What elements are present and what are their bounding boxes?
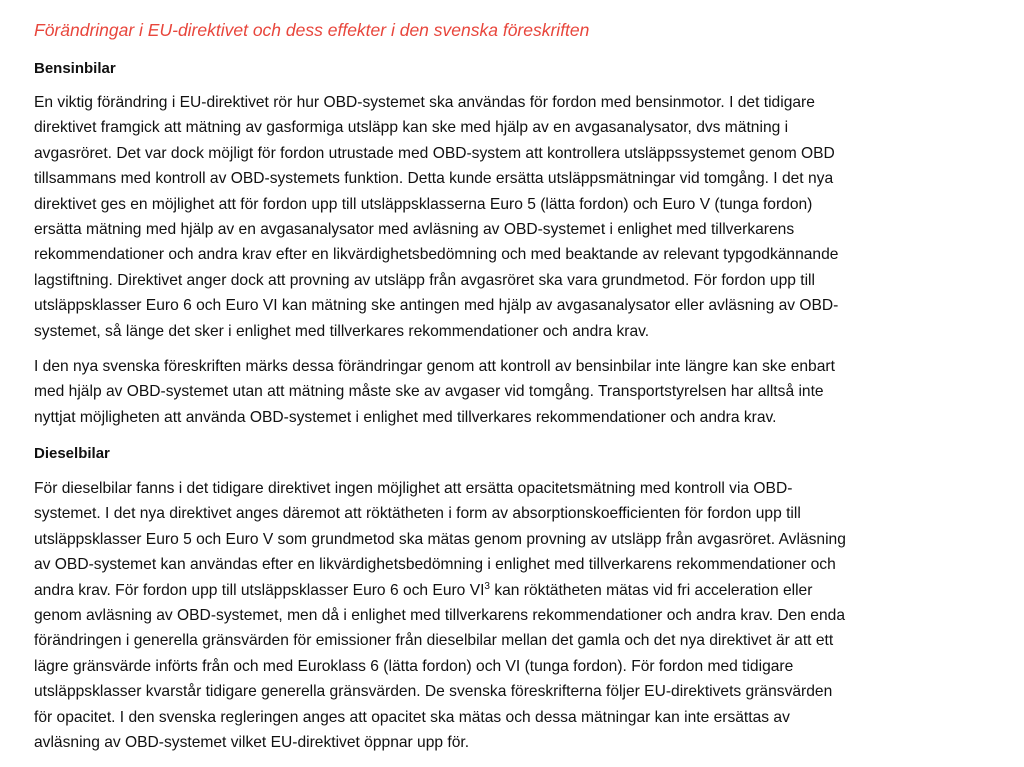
paragraph-bensinbilar-2 bbox=[34, 354, 835, 430]
text-line: avläsning av OBD-systemet vilket EU-direktivet öppnar upp för. bbox=[34, 734, 470, 752]
text-line: direktivet ges en möjlighet att för fordon upp till utsläppsklasserna Euro 5 (lätta fordon) och Euro V (tunga fordon) bbox=[34, 195, 813, 213]
text-line: nyttjat möjligheten att använda OBD-systemet i enlighet med tillverkares rekommendationer och andra krav. bbox=[34, 408, 777, 426]
document-title: Förändringar i EU-direktivet och dess effekter i den svenska föreskriften bbox=[34, 20, 590, 40]
text-segment: andra krav. För fordon upp till utsläppsklasser Euro 6 och Euro VI bbox=[34, 581, 485, 599]
text-line: förändringen i generella gränsvärden för emissioner från dieselbilar mellan det gamla och det nya direktivet är att ett bbox=[34, 632, 834, 650]
text-line: för opacitet. I den svenska regleringen anges att opacitet ska mätas och dessa mätningar kan inte ersättas av bbox=[34, 708, 790, 726]
text-segment: kan röktätheten mätas vid fri acceleration eller bbox=[489, 581, 813, 599]
footnote-ref: 3 bbox=[484, 580, 490, 592]
text-line: ersätta mätning med hjälp av en avgasanalysator med avläsning av OBD-systemet i enlighet med tillverkarens bbox=[34, 221, 795, 239]
section-heading-bensinbilar: Bensinbilar bbox=[34, 60, 116, 77]
text-line: systemet. I det nya direktivet anges däremot att röktätheten i form av absorptionskoefficienten för fordon upp till bbox=[34, 505, 801, 523]
text-line: systemet, så länge det sker i enlighet med tillverkares rekommendationer och andra krav. bbox=[34, 322, 650, 340]
text-line: För dieselbilar fanns i det tidigare direktivet ingen möjlighet att ersätta opacitetsmätning med kontroll via OBD- bbox=[34, 480, 793, 497]
text-line: avgasröret. Det var dock möjligt för fordon utrustade med OBD-system att kontrollera utsläppssystemet genom OBD bbox=[34, 144, 835, 162]
text-line: En viktig förändring i EU-direktivet rör hur OBD-systemet ska användas för fordon med bensinmotor. I det tidigare bbox=[34, 94, 815, 111]
paragraph-dieselbilar-1 bbox=[34, 476, 846, 755]
text-line: tillsammans med kontroll av OBD-systemets funktion. Detta kunde ersätta utsläppsmätningar vid tomgång. I det nya bbox=[34, 170, 834, 188]
text-line: lägre gränsvärde införts från och med Euroklass 6 (lätta fordon) och VI (tunga fordon). För fordon med tidigare bbox=[34, 657, 794, 675]
text-line: utsläppsklasser kvarstår tidigare generella gränsvärden. De svenska föreskrifterna följer EU-direktivets gränsvärden bbox=[34, 683, 833, 701]
paragraph-bensinbilar-1 bbox=[34, 90, 838, 344]
text-line: utsläppsklasser Euro 6 och Euro VI kan mätning ske antingen med hjälp av avgasanalysator eller avläsning av OBD- bbox=[34, 297, 839, 315]
text-line: direktivet framgick att mätning av gasformiga utsläpp kan ske med hjälp av en avgasanalysator, dvs mätning i bbox=[34, 119, 789, 137]
text-line: genom avläsning av OBD-systemet, men då i enlighet med tillverkarens rekommendationer och andra krav. Den enda bbox=[34, 607, 845, 625]
text-line: lagstiftning. Direktivet anger dock att provning av utsläpp från avgasröret ska vara grundmetod. För fordon upp till bbox=[34, 271, 815, 289]
text-line: utsläppsklasser Euro 5 och Euro V som grundmetod ska mätas genom provning av utsläpp från avgasröret. Avläsning bbox=[34, 530, 846, 548]
text-line: rekommendationer och andra krav efter en likvärdighetsbedömning och med beaktande av relevant typgodkännande bbox=[34, 246, 839, 264]
text-line-with-footnote bbox=[34, 578, 846, 603]
text-line: med hjälp av OBD-systemet utan att mätning måste ske av avgaser vid tomgång. Transportstyrelsen har alltså inte bbox=[34, 383, 824, 401]
text-line: I den nya svenska föreskriften märks dessa förändringar genom att kontroll av bensinbilar inte längre kan ske enbart bbox=[34, 358, 835, 375]
section-heading-dieselbilar: Dieselbilar bbox=[34, 445, 110, 462]
text-line: av OBD-systemet kan användas efter en likvärdighetsbedömning i enlighet med tillverkarens rekommendationer och bbox=[34, 556, 836, 574]
